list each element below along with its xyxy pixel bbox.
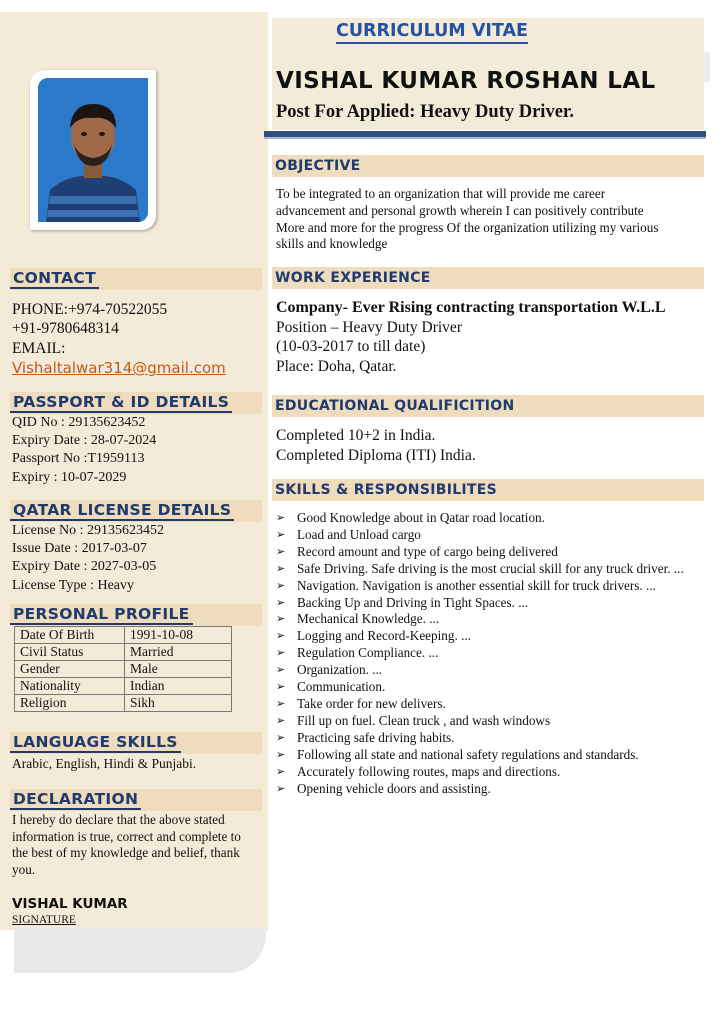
language-heading	[10, 732, 262, 754]
signature-name: VISHAL KUMAR	[12, 896, 128, 912]
education-list	[276, 426, 476, 466]
education-item: Completed Diploma (ITI) India.	[276, 447, 476, 464]
arrow-bullet-icon: ➢	[276, 544, 286, 558]
objective-heading-text: OBJECTIVE	[275, 158, 361, 174]
license-details	[12, 522, 164, 595]
skill-item	[276, 662, 706, 679]
profile-table	[14, 626, 232, 712]
profile-key: Date Of Birth	[15, 627, 125, 644]
profile-key: Religion	[15, 695, 125, 712]
education-item: Completed 10+2 in India.	[276, 427, 436, 444]
skill-item	[276, 628, 706, 645]
license-expiry-date: Expiry Date : 2027-03-05	[12, 559, 157, 575]
skill-item	[276, 561, 706, 578]
profile-photo	[38, 78, 148, 222]
objective-heading	[272, 155, 704, 177]
arrow-bullet-icon: ➢	[276, 696, 286, 710]
skills-list	[276, 510, 706, 797]
cv-title: CURRICULUM VITAE	[336, 20, 528, 44]
arrow-bullet-icon: ➢	[276, 663, 286, 677]
declaration-text: I hereby do declare that the above stated information is true, correct and complete to the best of my knowledge and belief, thank you.	[12, 812, 241, 877]
work-entry	[276, 298, 666, 376]
skill-item	[276, 764, 706, 781]
education-heading-text: EDUCATIONAL QUALIFICITION	[275, 398, 515, 414]
table-row	[15, 695, 232, 712]
skill-text: Regulation Compliance. ...	[297, 645, 439, 661]
skill-item	[276, 679, 706, 696]
skill-item	[276, 713, 706, 730]
contact-heading	[10, 268, 262, 290]
skill-text: Practicing safe driving habits.	[297, 729, 455, 745]
company-name: Company- Ever Rising contracting transportation W.L.L	[276, 299, 666, 316]
skill-item	[276, 747, 706, 764]
profile-value: 1991-10-08	[125, 627, 232, 644]
education-heading	[272, 395, 704, 417]
objective-line: skills and knowledge	[276, 236, 388, 252]
arrow-bullet-icon: ➢	[276, 730, 286, 744]
license-heading-text: QATAR LICENSE DETAILS	[10, 500, 234, 521]
candidate-name: VISHAL KUMAR ROSHAN LAL	[276, 68, 656, 94]
skill-item	[276, 696, 706, 713]
table-row	[15, 644, 232, 661]
arrow-bullet-icon: ➢	[276, 764, 286, 778]
contact-heading-text: CONTACT	[10, 268, 99, 289]
skill-text: Communication.	[297, 679, 386, 695]
profile-key: Civil Status	[15, 644, 125, 661]
profile-heading	[10, 604, 262, 626]
passport-heading	[10, 392, 262, 414]
skills-heading-text: SKILLS & RESPONSIBILITES	[275, 482, 498, 498]
skill-text: Load and Unload cargo	[297, 526, 421, 542]
license-type: License Type : Heavy	[12, 577, 134, 593]
table-row	[15, 678, 232, 695]
table-row	[15, 661, 232, 678]
skill-item	[276, 730, 706, 747]
passport-details	[12, 414, 156, 487]
skills-heading	[272, 479, 704, 501]
passport-expiry: Expiry : 10-07-2029	[12, 469, 127, 485]
work-position: Position – Heavy Duty Driver	[276, 318, 462, 336]
work-dates: (10-03-2017 to till date)	[276, 338, 426, 356]
arrow-bullet-icon: ➢	[276, 561, 286, 575]
skill-item	[276, 544, 706, 561]
profile-key: Nationality	[15, 678, 125, 695]
skill-text: Navigation. Navigation is another essential skill for truck drivers. ...	[297, 577, 656, 593]
header-side-strip	[704, 52, 710, 82]
arrow-bullet-icon: ➢	[276, 646, 286, 660]
skill-text: Backing Up and Driving in Tight Spaces. ...	[297, 594, 529, 610]
header-divider	[264, 131, 706, 139]
skill-text: Accurately following routes, maps and directions.	[297, 763, 561, 779]
passport-heading-text: PASSPORT & ID DETAILS	[10, 392, 232, 413]
skill-text: Following all state and national safety regulations and standards.	[297, 746, 639, 762]
passport-number: Passport No :T1959113	[12, 451, 145, 467]
work-place: Place: Doha, Qatar.	[276, 357, 397, 375]
skill-item	[276, 611, 706, 628]
arrow-bullet-icon: ➢	[276, 511, 286, 524]
language-heading-text: LANGUAGE SKILLS	[10, 732, 181, 753]
email-link[interactable]: Vishaltalwar314@gmail.com	[12, 359, 226, 377]
profile-value: Male	[125, 661, 232, 678]
work-heading-text: WORK EXPERIENCE	[275, 270, 431, 286]
skill-item	[276, 527, 706, 544]
skill-item	[276, 595, 706, 612]
profile-value: Married	[125, 644, 232, 661]
skill-text: Logging and Record-Keeping. ...	[297, 628, 471, 644]
arrow-bullet-icon: ➢	[276, 713, 286, 727]
skill-text: Take order for new delivers.	[297, 695, 446, 711]
arrow-bullet-icon: ➢	[276, 527, 286, 541]
license-number: License No : 29135623452	[12, 523, 165, 538]
objective-line: More and more for the progress Of the organization utilizing my various	[276, 219, 659, 235]
phone-secondary: +91-9780648314	[12, 320, 119, 337]
arrow-bullet-icon: ➢	[276, 578, 286, 592]
skill-text: Opening vehicle doors and assisting.	[297, 780, 491, 796]
signature-label: SIGNATURE	[12, 914, 76, 926]
skill-item	[276, 510, 706, 527]
license-heading	[10, 500, 262, 522]
skill-item	[276, 645, 706, 662]
language-text: Arabic, English, Hindi & Punjabi.	[12, 756, 197, 771]
profile-key: Gender	[15, 661, 125, 678]
skill-item	[276, 781, 706, 798]
license-issue-date: Issue Date : 2017-03-07	[12, 541, 147, 557]
phone-primary: PHONE:+974-70522055	[12, 301, 168, 318]
arrow-bullet-icon: ➢	[276, 680, 286, 694]
arrow-bullet-icon: ➢	[276, 747, 286, 761]
profile-photo-frame	[30, 70, 156, 230]
email-label: EMAIL:	[12, 340, 66, 357]
objective-text	[276, 186, 704, 253]
qid-expiry: Expiry Date : 28-07-2024	[12, 433, 157, 449]
table-row	[15, 627, 232, 644]
skill-item	[276, 578, 706, 595]
sidebar-tail-decoration	[14, 928, 266, 973]
declaration-heading	[10, 789, 262, 811]
skill-text: Mechanical Knowledge. ...	[297, 611, 440, 627]
arrow-bullet-icon: ➢	[276, 781, 286, 795]
skill-text: Organization. ...	[297, 662, 383, 678]
post-applied: Post For Applied: Heavy Duty Driver.	[276, 102, 575, 122]
skill-text: Good Knowledge about in Qatar road location.	[297, 510, 545, 525]
objective-line: advancement and personal growth wherein I can positively contribute	[276, 202, 644, 218]
arrow-bullet-icon: ➢	[276, 612, 286, 626]
skill-text: Safe Driving. Safe driving is the most crucial skill for any truck driver. ...	[297, 560, 684, 576]
work-heading	[272, 267, 704, 289]
profile-value: Indian	[125, 678, 232, 695]
arrow-bullet-icon: ➢	[276, 629, 286, 643]
objective-line: To be integrated to an organization that will provide me career	[276, 186, 606, 201]
skill-text: Fill up on fuel. Clean truck , and wash windows	[297, 712, 551, 728]
declaration-heading-text: DECLARATION	[10, 789, 141, 810]
profile-value: Sikh	[125, 695, 232, 712]
profile-heading-text: PERSONAL PROFILE	[10, 604, 193, 625]
skill-text: Record amount and type of cargo being delivered	[297, 543, 558, 559]
arrow-bullet-icon: ➢	[276, 595, 286, 609]
qid-number: QID No : 29135623452	[12, 415, 146, 430]
